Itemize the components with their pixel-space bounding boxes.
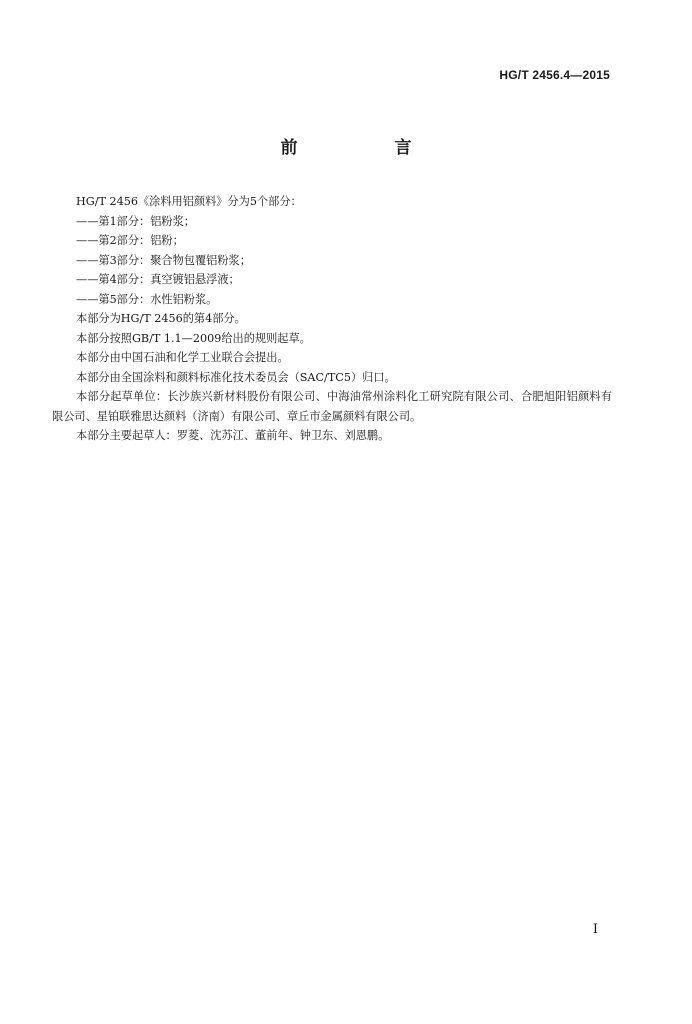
list-item-part-1: ——第1部分：铝粉浆； — [76, 214, 195, 228]
list-item-part-5: ——第5部分：水性铝粉浆。 — [76, 292, 218, 306]
paragraph-intro: HG/T 2456《涂料用铝颜料》分为5个部分： — [76, 195, 302, 208]
foreword-body — [52, 192, 612, 446]
standard-code: HG/T 2456.4—2015 — [499, 68, 610, 82]
list-item-part-3: ——第3部分：聚合物包覆铝粉浆； — [76, 253, 251, 267]
paragraph-proposed-by: 本部分由中国石油和化学工业联合会提出。 — [76, 351, 289, 364]
paragraph-drafting-rules: 本部分按照GB/T 1.1—2009给出的规则起草。 — [76, 331, 311, 345]
paragraph-drafting-units: 本部分起草单位：长沙族兴新材料股份有限公司、中海油常州涂料化工研究院有限公司、合肥旭阳铝颜料有限公司、星铂联雅思达颜料（济南）有限公司、章丘市金属颜料有限公司。 — [52, 390, 612, 423]
paragraph-drafters: 本部分主要起草人：罗菱、沈苏江、董前年、钟卫东、刘恩鹏。 — [76, 429, 390, 442]
paragraph-responsible-committee: 本部分由全国涂料和颜料标准化技术委员会（SAC/TC5）归口。 — [76, 370, 396, 384]
paragraph-this-part: 本部分为HG/T 2456的第4部分。 — [76, 312, 246, 325]
page-title: 前 言 — [280, 138, 452, 158]
list-item-part-2: ——第2部分：铝粉； — [76, 234, 184, 247]
page-number: I — [592, 922, 598, 937]
list-item-part-4: ——第4部分：真空镀铝悬浮液； — [76, 273, 240, 286]
